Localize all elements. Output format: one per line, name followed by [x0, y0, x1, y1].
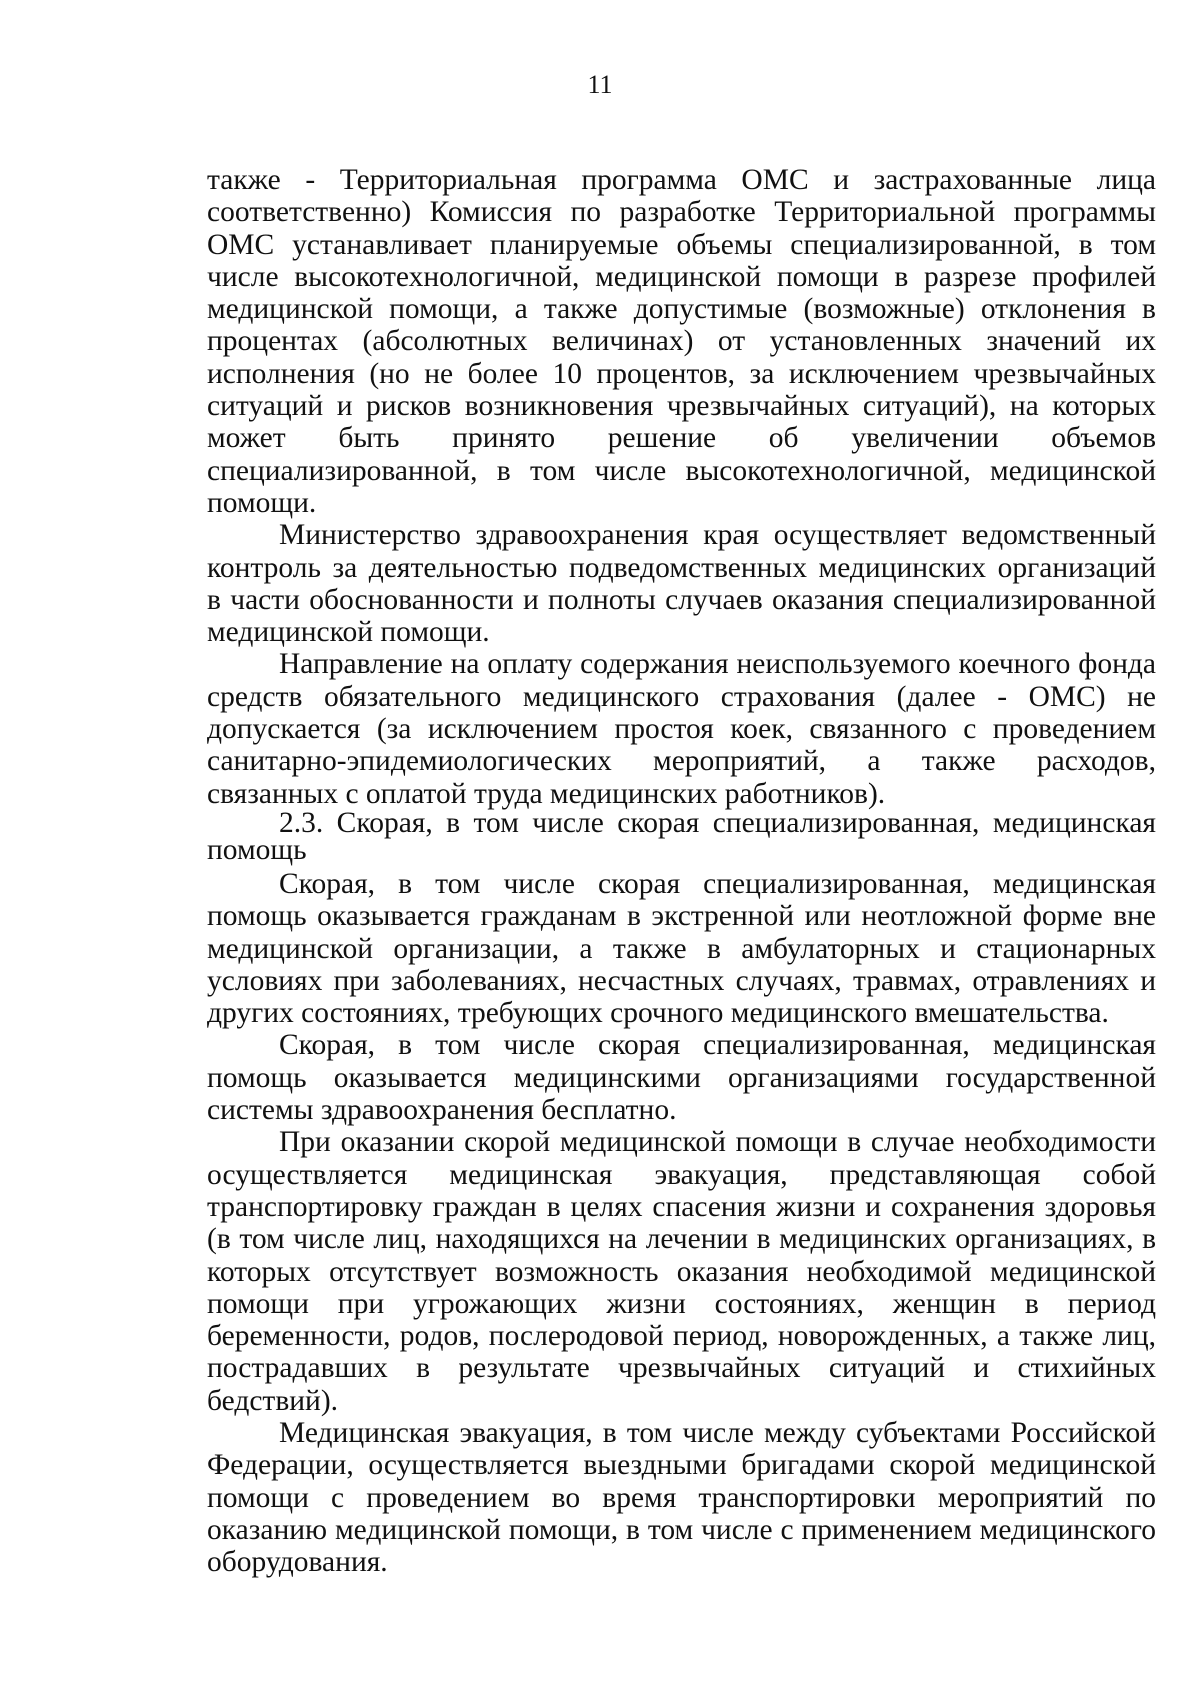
- paragraph-medical-evacuation: При оказании скорой медицинской помощи в случае необходимости осуществляется медицинская эвакуация, представляющая собой транспортировку граждан в целях спасения жизни и сохранения здоровья (в том числе лиц, находящихся на лечении в медицинских организациях, в которых отсутствует возможность оказания необходимой медицинской помощи при угрожающих жизни состояниях, женщин в период беременности, родов, послеродовой период, новорожденных, а также лиц, пострадавших в результате чрезвычайных ситуаций и стихийных бедствий).: [207, 1126, 1156, 1417]
- paragraph-evacuation-brigades: Медицинская эвакуация, в том числе между субъектами Российской Федерации, осуществляется выездными бригадами скорой медицинской помощи с проведением во время транспортировки мероприятий по оказанию медицинской помощи, в том числе с применением медицинского оборудования.: [207, 1416, 1156, 1579]
- paragraph-emergency-care-definition: Скорая, в том числе скорая специализированная, медицинская помощь оказывается гражданам в экстренной или неотложной форме вне медицинской организации, а также в амбулаторных и стационарных условиях при заболеваниях, несчастных случаях, травмах, отравлениях и других состояниях, требующих срочного медицинского вмешательства.: [207, 867, 1156, 1030]
- paragraph-emergency-care-free: Скорая, в том числе скорая специализированная, медицинская помощь оказывается медицинскими организациями государственной системы здравоохранения бесплатно.: [207, 1029, 1156, 1127]
- document-body: [207, 164, 1156, 1578]
- paragraph-continuation: также - Территориальная программа ОМС и застрахованные лица соответственно) Комиссия по разработке Территориальной программы ОМС устанавливает планируемые объемы специализированной, в том числе высокотехнологичной, медицинской помощи в разрезе профилей медицинской помощи, а также допустимые (возможные) отклонения в процентах (абсолютных величинах) от установленных значений их исполнения (но не более 10 процентов, за исключением чрезвычайных ситуаций и рисков возникновения чрезвычайных ситуаций), на которых может быть принято решение об увеличении объемов специализированной, в том числе высокотехнологичной, медицинской помощи.: [207, 164, 1156, 519]
- paragraph-bed-fund: Направление на оплату содержания неиспользуемого коечного фонда средств обязательного медицинского страхования (далее - ОМС) не допускается (за исключением простоя коек, связанного с проведением санитарно-эпидемиологических мероприятий, а также расходов, связанных с оплатой труда медицинских работников).: [207, 648, 1156, 810]
- section-heading-2-3: 2.3. Скорая, в том числе скорая специализированная, медицинская помощь: [207, 806, 1156, 866]
- page-number: 11: [587, 70, 613, 99]
- paragraph-ministry-control: Министерство здравоохранения края осуществляет ведомственный контроль за деятельностью подведомственных медицинских организаций в части обоснованности и полноты случаев оказания специализированной медицинской помощи.: [207, 519, 1156, 649]
